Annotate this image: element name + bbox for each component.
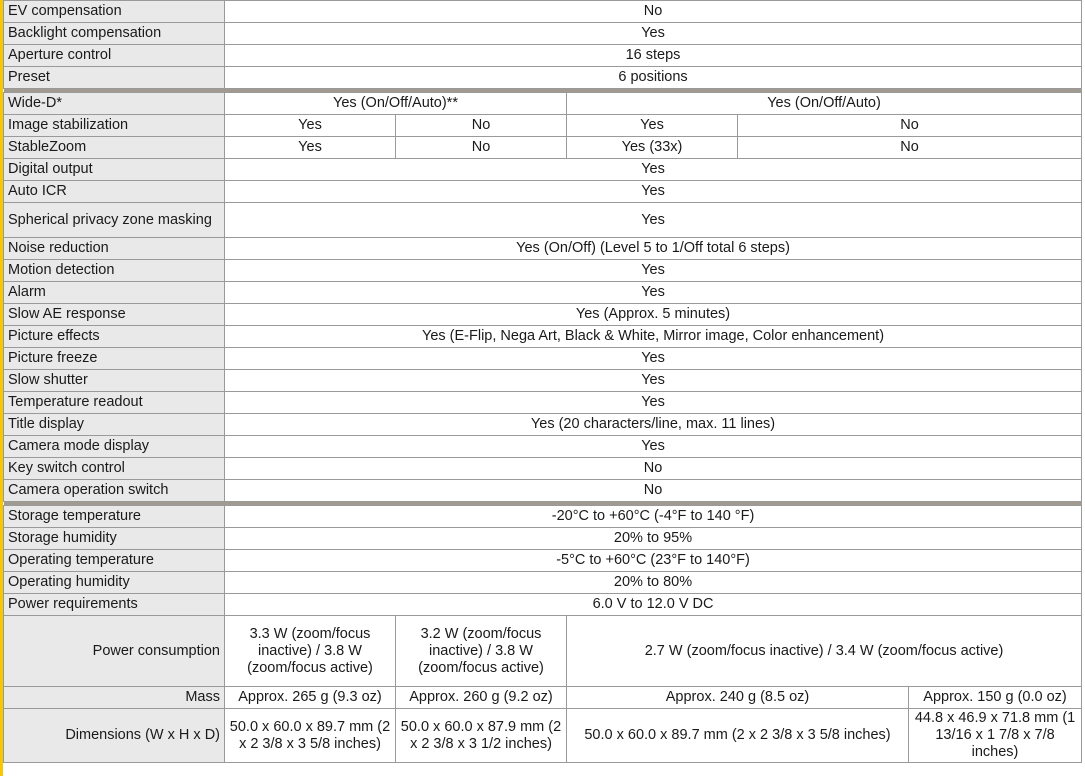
table-row <box>4 572 1082 594</box>
table-row <box>4 238 1082 260</box>
row-value: Yes <box>225 137 396 159</box>
row-value: 50.0 x 60.0 x 87.9 mm (2 x 2 3/8 x 3 1/2 inches) <box>396 709 567 763</box>
table-row <box>4 528 1082 550</box>
row-label: Preset <box>4 67 225 89</box>
table-row <box>4 594 1082 616</box>
row-value: No <box>738 137 1082 159</box>
row-label: Spherical privacy zone masking <box>4 203 225 238</box>
row-value: Approx. 150 g (0.0 oz) <box>909 687 1082 709</box>
row-label: Dimensions (W x H x D) <box>4 709 225 763</box>
row-label: Key switch control <box>4 458 225 480</box>
row-value: 20% to 80% <box>225 572 1082 594</box>
row-label: Power requirements <box>4 594 225 616</box>
table-row <box>4 370 1082 392</box>
row-value: Approx. 265 g (9.3 oz) <box>225 687 396 709</box>
table-row <box>4 616 1082 687</box>
row-value: Yes <box>225 203 1082 238</box>
row-label: Storage humidity <box>4 528 225 550</box>
row-label: Storage temperature <box>4 506 225 528</box>
row-label: Alarm <box>4 282 225 304</box>
row-value: 50.0 x 60.0 x 89.7 mm (2 x 2 3/8 x 3 5/8 inches) <box>225 709 396 763</box>
row-label: EV compensation <box>4 1 225 23</box>
table-row <box>4 282 1082 304</box>
row-value: Yes (20 characters/line, max. 11 lines) <box>225 414 1082 436</box>
table-row <box>4 392 1082 414</box>
row-label: Mass <box>4 687 225 709</box>
row-value: Yes (E-Flip, Nega Art, Black & White, Mirror image, Color enhancement) <box>225 326 1082 348</box>
row-label: Aperture control <box>4 45 225 67</box>
row-value: Yes (Approx. 5 minutes) <box>225 304 1082 326</box>
row-value: Yes (33x) <box>567 137 738 159</box>
spec-table <box>3 0 1082 763</box>
row-label: Picture effects <box>4 326 225 348</box>
table-row <box>4 480 1082 502</box>
table-row <box>4 348 1082 370</box>
row-value: 3.3 W (zoom/focus inactive) / 3.8 W (zoom/focus active) <box>225 616 396 687</box>
row-value: No <box>225 1 1082 23</box>
table-row <box>4 159 1082 181</box>
table-row <box>4 550 1082 572</box>
row-value: Yes (On/Off) (Level 5 to 1/Off total 6 steps) <box>225 238 1082 260</box>
row-label: Auto ICR <box>4 181 225 203</box>
row-label: Backlight compensation <box>4 23 225 45</box>
table-row <box>4 93 1082 115</box>
table-row <box>4 1 1082 23</box>
row-value: Yes <box>225 348 1082 370</box>
row-label: Operating temperature <box>4 550 225 572</box>
row-value: -20°C to +60°C (-4°F to 140 °F) <box>225 506 1082 528</box>
row-value: 2.7 W (zoom/focus inactive) / 3.4 W (zoom/focus active) <box>567 616 1082 687</box>
row-value: Yes <box>225 282 1082 304</box>
row-value: No <box>396 115 567 137</box>
row-label: Image stabilization <box>4 115 225 137</box>
row-value: Yes <box>225 370 1082 392</box>
row-label: Slow AE response <box>4 304 225 326</box>
table-row <box>4 458 1082 480</box>
row-value: No <box>225 458 1082 480</box>
table-row <box>4 326 1082 348</box>
row-label: Slow shutter <box>4 370 225 392</box>
table-row <box>4 67 1082 89</box>
table-row <box>4 304 1082 326</box>
row-value: Yes <box>225 159 1082 181</box>
row-label: Digital output <box>4 159 225 181</box>
table-row <box>4 45 1082 67</box>
table-row <box>4 414 1082 436</box>
row-label: Noise reduction <box>4 238 225 260</box>
row-value: Yes <box>225 181 1082 203</box>
row-value: Yes (On/Off/Auto) <box>567 93 1082 115</box>
table-row <box>4 181 1082 203</box>
table-row <box>4 203 1082 238</box>
row-value: Yes <box>225 436 1082 458</box>
row-value: 3.2 W (zoom/focus inactive) / 3.8 W (zoom/focus active) <box>396 616 567 687</box>
row-value: 44.8 x 46.9 x 71.8 mm (1 13/16 x 1 7/8 x 7/8 inches) <box>909 709 1082 763</box>
row-value: -5°C to +60°C (23°F to 140°F) <box>225 550 1082 572</box>
row-label: StableZoom <box>4 137 225 159</box>
row-value: 6.0 V to 12.0 V DC <box>225 594 1082 616</box>
table-row <box>4 687 1082 709</box>
table-row <box>4 23 1082 45</box>
row-value: Yes <box>225 260 1082 282</box>
row-label: Camera operation switch <box>4 480 225 502</box>
row-value: 20% to 95% <box>225 528 1082 550</box>
table-row <box>4 115 1082 137</box>
row-value: Yes <box>225 392 1082 414</box>
row-label: Wide-D* <box>4 93 225 115</box>
table-row <box>4 260 1082 282</box>
row-label: Motion detection <box>4 260 225 282</box>
row-value: 50.0 x 60.0 x 89.7 mm (2 x 2 3/8 x 3 5/8 inches) <box>567 709 909 763</box>
table-row <box>4 506 1082 528</box>
row-value: No <box>225 480 1082 502</box>
row-value: No <box>396 137 567 159</box>
row-value: Approx. 260 g (9.2 oz) <box>396 687 567 709</box>
table-row <box>4 436 1082 458</box>
row-label: Title display <box>4 414 225 436</box>
table-row <box>4 137 1082 159</box>
row-value: 6 positions <box>225 67 1082 89</box>
row-label: Operating humidity <box>4 572 225 594</box>
row-value: Yes <box>567 115 738 137</box>
row-value: 16 steps <box>225 45 1082 67</box>
row-value: Yes (On/Off/Auto)** <box>225 93 567 115</box>
row-label: Picture freeze <box>4 348 225 370</box>
table-row <box>4 709 1082 763</box>
row-label: Temperature readout <box>4 392 225 414</box>
row-value: Approx. 240 g (8.5 oz) <box>567 687 909 709</box>
row-value: Yes <box>225 115 396 137</box>
row-value: Yes <box>225 23 1082 45</box>
row-value: No <box>738 115 1082 137</box>
row-label: Camera mode display <box>4 436 225 458</box>
row-label: Power consumption <box>4 616 225 687</box>
